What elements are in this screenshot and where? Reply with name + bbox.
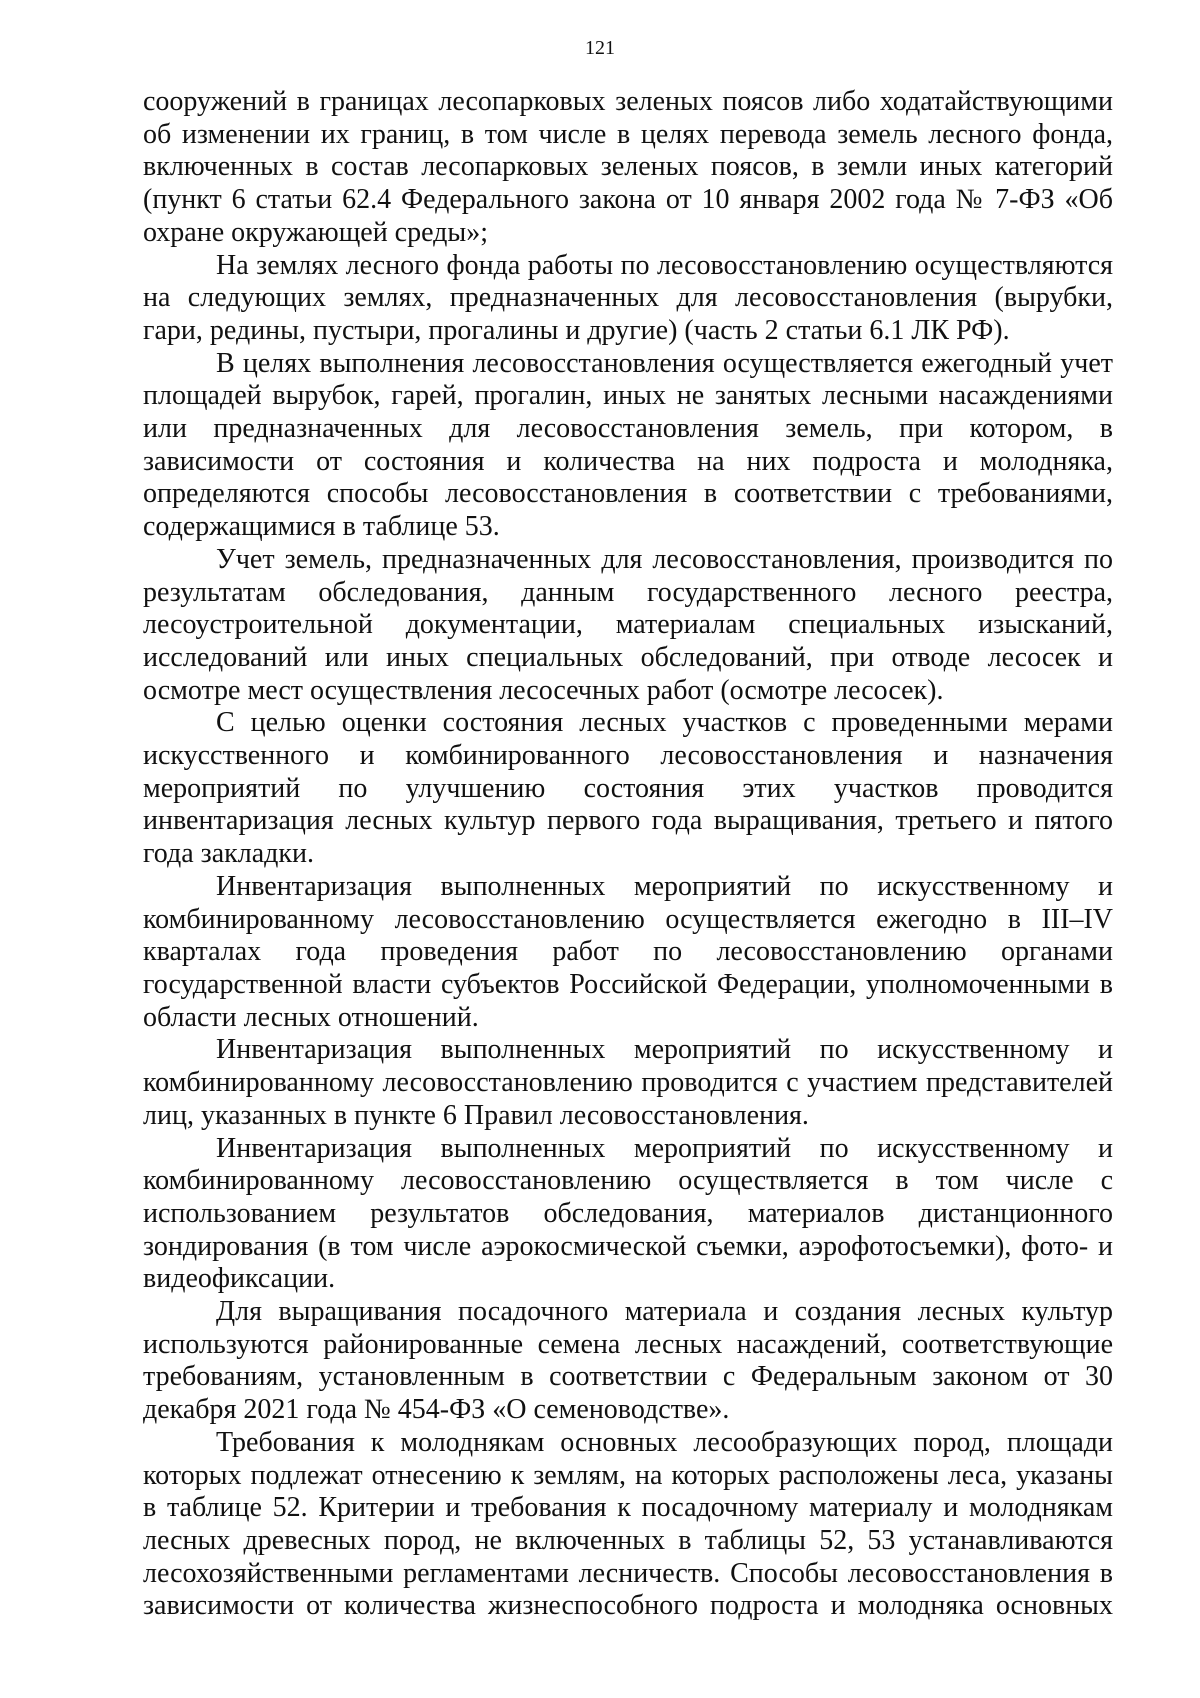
- paragraph: Инвентаризация выполненных мероприятий по искусственному и комбинированному лесовосстановлению проводится с участием представителей лиц, указанных в пункте 6 Правил лесовосстановления.: [143, 1034, 1113, 1131]
- paragraph: Требования к молоднякам основных лесообразующих пород, площади которых подлежат отнесению к землям, на которых расположены леса, указаны в таблице 52. Критерии и требования к посадочному материалу и молоднякам лесных древесных пород, не включенных в таблицы 52, 53 устанавливаются лесохозяйственными регламентами лесничеств. Способы лесовосстановления в зависимости от количества жизнеспособного подроста и молодняка основных: [143, 1426, 1113, 1622]
- paragraph: В целях выполнения лесовосстановления осуществляется ежегодный учет площадей вырубок, гарей, прогалин, иных не занятых лесными насаждениями или предназначенных для лесовосстановления земель, при котором, в зависимости от состояния и количества на них подроста и молодняка, определяются способы лесовосстановления в соответствии с требованиями, содержащимися в таблице 53.: [143, 347, 1113, 543]
- paragraph: Учет земель, предназначенных для лесовосстановления, производится по результатам обследования, данным государственного лесного реестра, лесоустроительной документации, материалам специальных изысканий, исследований или иных специальных обследований, при отводе лесосек и осмотре мест осуществления лесосечных работ (осмотре лесосек).: [143, 543, 1113, 706]
- document-body: [143, 86, 1113, 1623]
- paragraph: На землях лесного фонда работы по лесовосстановлению осуществляются на следующих землях, предназначенных для лесовосстановления (вырубки, гари, редины, пустыри, прогалины и другие) (часть 2 статьи 6.1 ЛК РФ).: [143, 249, 1113, 346]
- paragraph: С целью оценки состояния лесных участков с проведенными мерами искусственного и комбинированного лесовосстановления и назначения мероприятий по улучшению состояния этих участков проводится инвентаризация лесных культур первого года выращивания, третьего и пятого года закладки.: [143, 707, 1113, 870]
- paragraph: сооружений в границах лесопарковых зеленых поясов либо ходатайствующими об изменении их границ, в том числе в целях перевода земель лесного фонда, включенных в состав лесопарковых зеленых поясов, в земли иных категорий (пункт 6 статьи 62.4 Федерального закона от 10 января 2002 года № 7-ФЗ «Об охране окружающей среды»;: [143, 86, 1113, 248]
- paragraph: Для выращивания посадочного материала и создания лесных культур используются районированные семена лесных насаждений, соответствующие требованиям, установленным в соответствии с Федеральным законом от 30 декабря 2021 года № 454-ФЗ «О семеноводстве».: [143, 1296, 1113, 1426]
- page-number: 121: [585, 37, 615, 59]
- paragraph: Инвентаризация выполненных мероприятий по искусственному и комбинированному лесовосстановлению осуществляется в том числе с использованием результатов обследования, материалов дистанционного зондирования (в том числе аэрокосмической съемки, аэрофотосъемки), фото- и видеофиксации.: [143, 1132, 1113, 1295]
- paragraph: Инвентаризация выполненных мероприятий по искусственному и комбинированному лесовосстановлению осуществляется ежегодно в III–IV кварталах года проведения работ по лесовосстановлению органами государственной власти субъектов Российской Федерации, уполномоченными в области лесных отношений.: [143, 870, 1113, 1033]
